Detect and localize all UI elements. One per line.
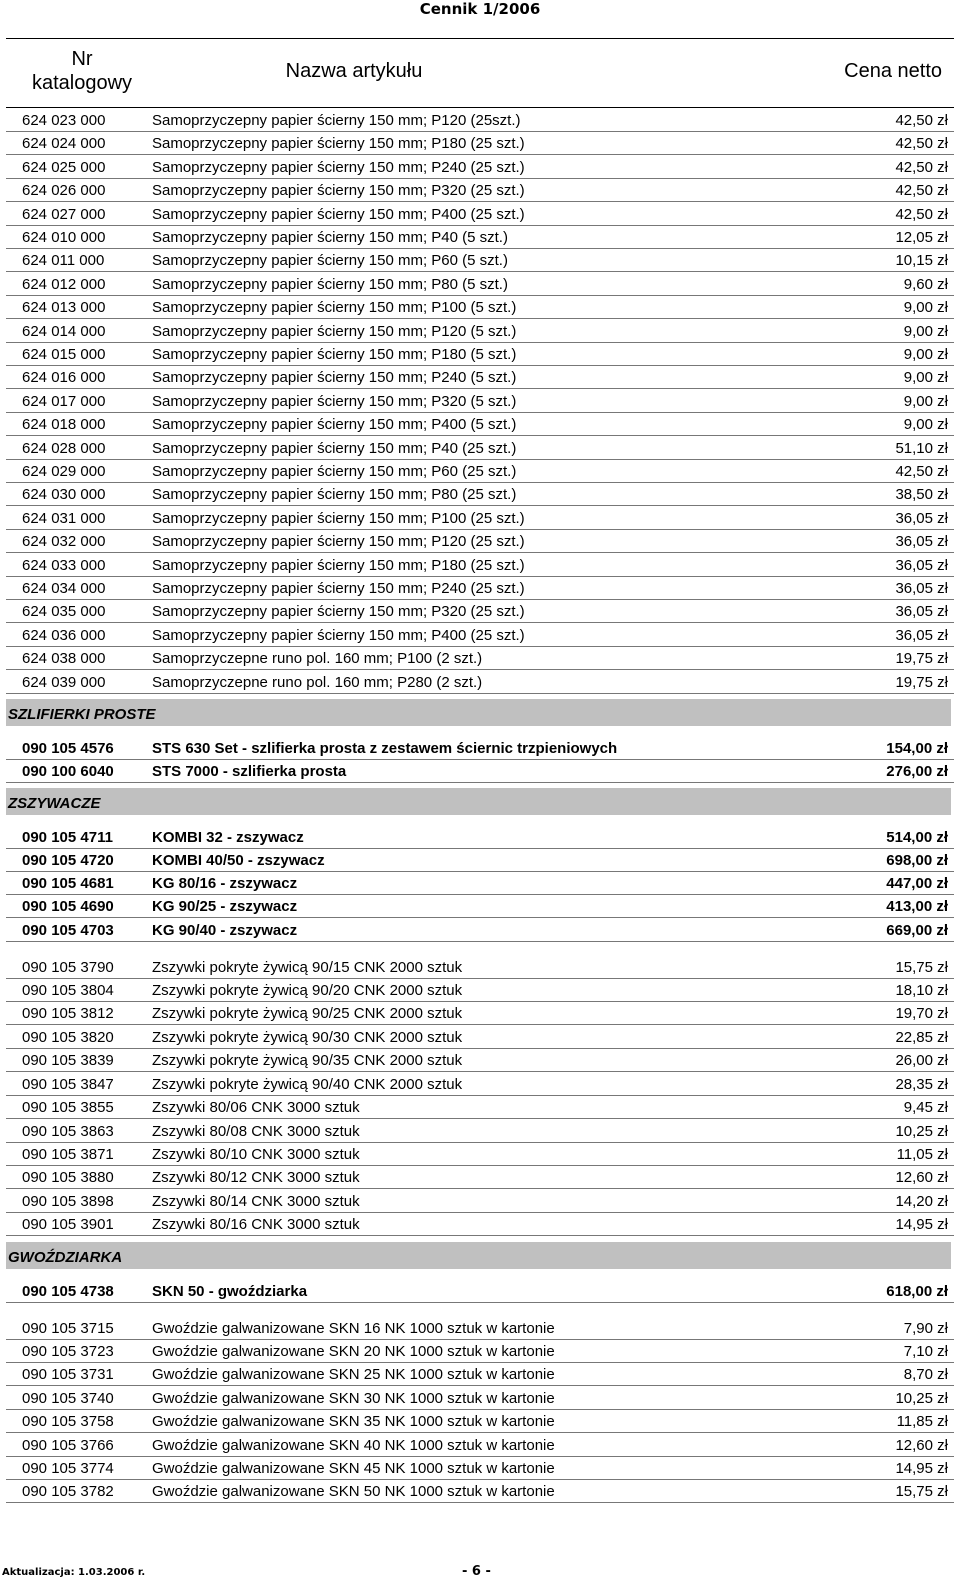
article-name-cell: Zszywki pokryte żywicą 90/35 CNK 2000 sztuk [152, 1052, 463, 1069]
price-cell: 9,00 zł [903, 369, 948, 386]
article-name-cell: Gwoździe galwanizowane SKN 20 NK 1000 sztuk w kartonie [152, 1343, 555, 1360]
catalog-number-cell: 090 105 3758 [22, 1413, 114, 1430]
price-cell: 15,75 zł [895, 959, 948, 976]
price-cell: 9,00 zł [903, 393, 948, 410]
price-cell: 7,10 zł [903, 1343, 948, 1360]
catalog-number-cell: 624 014 000 [22, 323, 106, 340]
article-name-cell: Zszywki 80/08 CNK 3000 sztuk [152, 1123, 360, 1140]
price-cell: 514,00 zł [886, 829, 948, 846]
table-row [6, 980, 954, 1002]
price-cell: 9,60 zł [903, 276, 948, 293]
catalog-number-cell: 090 105 3901 [22, 1216, 114, 1233]
catalog-number-cell: 624 035 000 [22, 603, 106, 620]
article-name-cell: Samoprzyczepny papier ścierny 150 mm; P240 (25 szt.) [152, 159, 525, 176]
column-header-article-name: Nazwa artykułu [285, 60, 423, 82]
table-row [6, 957, 954, 979]
price-cell: 10,25 zł [895, 1123, 948, 1140]
article-name-cell: STS 7000 - szlifierka prosta [152, 763, 347, 780]
catalog-number-cell: 090 105 3812 [22, 1005, 114, 1022]
price-cell: 36,05 zł [895, 580, 948, 597]
price-cell: 36,05 zł [895, 627, 948, 644]
price-cell: 12,60 zł [895, 1169, 948, 1186]
article-name-cell: Zszywki 80/14 CNK 3000 sztuk [152, 1193, 360, 1210]
table-row [6, 1003, 954, 1025]
catalog-number-cell: 624 026 000 [22, 182, 106, 199]
table-row [6, 531, 954, 553]
table-row [6, 133, 954, 155]
article-name-cell: Samoprzyczepny papier ścierny 150 mm; P40 (5 szt.) [152, 229, 508, 246]
price-cell: 14,95 zł [895, 1216, 948, 1233]
article-name-cell: Zszywki 80/10 CNK 3000 sztuk [152, 1146, 360, 1163]
catalog-number-cell: 090 105 3863 [22, 1123, 114, 1140]
article-name-cell: Samoprzyczepny papier ścierny 150 mm; P180 (5 szt.) [152, 346, 517, 363]
price-cell: 9,00 zł [903, 299, 948, 316]
catalog-number-cell: 624 016 000 [22, 369, 106, 386]
price-cell: 36,05 zł [895, 557, 948, 574]
article-name-cell: Samoprzyczepny papier ścierny 150 mm; P180 (25 szt.) [152, 135, 525, 152]
article-name-cell: Gwoździe galwanizowane SKN 50 NK 1000 sztuk w kartonie [152, 1483, 555, 1500]
price-cell: 42,50 zł [895, 112, 948, 129]
catalog-number-cell: 090 105 3774 [22, 1460, 114, 1477]
article-name-cell: Samoprzyczepny papier ścierny 150 mm; P60 (5 szt.) [152, 252, 508, 269]
article-name-cell: Samoprzyczepny papier ścierny 150 mm; P120 (5 szt.) [152, 323, 517, 340]
price-cell: 9,00 zł [903, 416, 948, 433]
catalog-number-cell: 624 010 000 [22, 229, 106, 246]
column-header-net-price: Cena netto [844, 60, 942, 82]
price-cell: 14,95 zł [895, 1460, 948, 1477]
article-name-cell: Samoprzyczepny papier ścierny 150 mm; P240 (25 szt.) [152, 580, 525, 597]
catalog-number-cell: 624 018 000 [22, 416, 106, 433]
table-row [6, 414, 954, 436]
table-row [6, 157, 954, 179]
table-row [6, 1097, 954, 1119]
section-header: GWOŹDZIARKA [6, 1242, 951, 1269]
price-cell: 9,00 zł [903, 323, 948, 340]
price-cell: 26,00 zł [895, 1052, 948, 1069]
table-row [6, 827, 954, 849]
article-name-cell: Zszywki pokryte żywicą 90/30 CNK 2000 sztuk [152, 1029, 463, 1046]
table-row [6, 321, 954, 343]
catalog-number-cell: 624 031 000 [22, 510, 106, 527]
price-cell: 698,00 zł [886, 852, 948, 869]
article-name-cell: KOMBI 40/50 - zszywacz [152, 852, 325, 869]
article-name-cell: Samoprzyczepny papier ścierny 150 mm; P400 (25 szt.) [152, 627, 525, 644]
table-row [6, 1458, 954, 1480]
article-name-cell: Samoprzyczepny papier ścierny 150 mm; P320 (5 szt.) [152, 393, 517, 410]
price-cell: 42,50 zł [895, 182, 948, 199]
price-cell: 9,00 zł [903, 346, 948, 363]
table-row [6, 391, 954, 413]
article-name-cell: Zszywki 80/06 CNK 3000 sztuk [152, 1099, 360, 1116]
article-name-cell: Gwoździe galwanizowane SKN 16 NK 1000 sztuk w kartonie [152, 1320, 555, 1337]
article-name-cell: Samoprzyczepne runo pol. 160 mm; P100 (2 szt.) [152, 650, 483, 667]
table-row [6, 578, 954, 600]
price-cell: 11,85 zł [896, 1413, 948, 1430]
footer-update-date: Aktualizacja: 1.03.2006 r. [2, 1567, 146, 1578]
catalog-number-cell: 624 029 000 [22, 463, 106, 480]
price-cell: 42,50 zł [895, 206, 948, 223]
price-cell: 51,10 zł [895, 440, 948, 457]
table-row [6, 555, 954, 577]
article-name-cell: Gwoździe galwanizowane SKN 35 NK 1000 sztuk w kartonie [152, 1413, 555, 1430]
catalog-number-cell: 624 028 000 [22, 440, 106, 457]
article-name-cell: KG 90/25 - zszywacz [152, 898, 298, 915]
price-cell: 22,85 zł [895, 1029, 948, 1046]
price-cell: 19,70 zł [895, 1005, 948, 1022]
catalog-number-cell: 090 105 3782 [22, 1483, 114, 1500]
article-name-cell: Samoprzyczepny papier ścierny 150 mm; P100 (5 szt.) [152, 299, 517, 316]
price-cell: 10,25 zł [895, 1390, 948, 1407]
article-name-cell: Samoprzyczepny papier ścierny 150 mm; P40 (25 szt.) [152, 440, 517, 457]
table-row [6, 344, 954, 366]
table-row [6, 648, 954, 670]
catalog-number-cell: 090 105 3871 [22, 1146, 114, 1163]
price-cell: 154,00 zł [886, 740, 948, 757]
price-cell: 19,75 zł [895, 674, 948, 691]
price-cell: 12,05 zł [895, 229, 948, 246]
catalog-number-cell: 624 013 000 [22, 299, 106, 316]
table-row [6, 1281, 954, 1303]
catalog-number-cell: 090 105 3740 [22, 1390, 114, 1407]
table-row [6, 1027, 954, 1049]
article-name-cell: Samoprzyczepny papier ścierny 150 mm; P240 (5 szt.) [152, 369, 517, 386]
table-row [6, 297, 954, 319]
catalog-number-cell: 090 105 3804 [22, 982, 114, 999]
catalog-number-cell: 090 105 3731 [22, 1366, 114, 1383]
article-name-cell: Samoprzyczepny papier ścierny 150 mm; P320 (25 szt.) [152, 182, 525, 199]
price-cell: 42,50 zł [895, 159, 948, 176]
column-header-nr-line2: katalogowy [31, 72, 133, 94]
catalog-number-cell: 090 105 3898 [22, 1193, 114, 1210]
article-name-cell: Zszywki 80/16 CNK 3000 sztuk [152, 1216, 360, 1233]
article-name-cell: Zszywki pokryte żywicą 90/15 CNK 2000 sztuk [152, 959, 463, 976]
table-row [6, 761, 954, 783]
price-cell: 10,15 zł [895, 252, 948, 269]
table-row [6, 1341, 954, 1363]
catalog-number-cell: 090 105 3880 [22, 1169, 114, 1186]
catalog-number-cell: 090 105 4681 [22, 875, 114, 892]
table-row [6, 250, 954, 272]
price-cell: 7,90 zł [903, 1320, 948, 1337]
catalog-number-cell: 624 012 000 [22, 276, 106, 293]
table-row [6, 738, 954, 760]
price-cell: 11,05 zł [896, 1146, 948, 1163]
table-row [6, 1167, 954, 1189]
table-row [6, 1481, 954, 1503]
page-title: Cennik 1/2006 [419, 0, 541, 18]
table-row [6, 672, 954, 694]
price-cell: 36,05 zł [895, 603, 948, 620]
table-row [6, 227, 954, 249]
table-row [6, 1191, 954, 1213]
catalog-number-cell: 090 105 3820 [22, 1029, 114, 1046]
catalog-number-cell: 090 105 3790 [22, 959, 114, 976]
article-name-cell: KOMBI 32 - zszywacz [152, 829, 304, 846]
price-cell: 618,00 zł [886, 1283, 948, 1300]
section-header: ZSZYWACZE [6, 788, 951, 815]
column-header-catalog-number [12, 47, 152, 95]
table-row [6, 1364, 954, 1386]
article-name-cell: Zszywki pokryte żywicą 90/25 CNK 2000 sztuk [152, 1005, 463, 1022]
table-row [6, 508, 954, 530]
table-row [6, 110, 954, 132]
price-cell: 9,45 zł [903, 1099, 948, 1116]
price-cell: 276,00 zł [886, 763, 948, 780]
price-cell: 447,00 zł [886, 875, 948, 892]
table-row [6, 1318, 954, 1340]
catalog-number-cell: 090 105 3839 [22, 1052, 114, 1069]
article-name-cell: Gwoździe galwanizowane SKN 30 NK 1000 sztuk w kartonie [152, 1390, 555, 1407]
article-name-cell: Samoprzyczepny papier ścierny 150 mm; P400 (5 szt.) [152, 416, 517, 433]
page-number: - 6 - [462, 1564, 491, 1579]
article-name-cell: Samoprzyczepny papier ścierny 150 mm; P80 (5 szt.) [152, 276, 508, 293]
table-row [6, 601, 954, 623]
article-name-cell: Zszywki pokryte żywicą 90/40 CNK 2000 sztuk [152, 1076, 463, 1093]
catalog-number-cell: 624 027 000 [22, 206, 106, 223]
table-row [6, 274, 954, 296]
catalog-number-cell: 090 105 3766 [22, 1437, 114, 1454]
catalog-number-cell: 090 105 4576 [22, 740, 114, 757]
article-name-cell: Samoprzyczepny papier ścierny 150 mm; P320 (25 szt.) [152, 603, 525, 620]
price-cell: 19,75 zł [895, 650, 948, 667]
catalog-number-cell: 624 034 000 [22, 580, 106, 597]
catalog-number-cell: 624 023 000 [22, 112, 106, 129]
catalog-number-cell: 624 036 000 [22, 627, 106, 644]
article-name-cell: KG 80/16 - zszywacz [152, 875, 298, 892]
table-row [6, 873, 954, 895]
catalog-number-cell: 624 039 000 [22, 674, 106, 691]
table-row [6, 1074, 954, 1096]
table-row [6, 1435, 954, 1457]
article-name-cell: Samoprzyczepny papier ścierny 150 mm; P400 (25 szt.) [152, 206, 525, 223]
table-row [6, 850, 954, 872]
catalog-number-cell: 090 105 4720 [22, 852, 114, 869]
article-name-cell: Samoprzyczepny papier ścierny 150 mm; P120 (25szt.) [152, 112, 521, 129]
catalog-number-cell: 090 100 6040 [22, 763, 114, 780]
price-cell: 36,05 zł [895, 510, 948, 527]
table-row [6, 1050, 954, 1072]
table-row [6, 367, 954, 389]
column-header-nr-line1: Nr [71, 48, 93, 70]
article-name-cell: KG 90/40 - zszywacz [152, 922, 298, 939]
price-cell: 669,00 zł [886, 922, 948, 939]
section-header: SZLIFIERKI PROSTE [6, 699, 951, 726]
price-cell: 413,00 zł [886, 898, 948, 915]
catalog-number-cell: 624 033 000 [22, 557, 106, 574]
catalog-number-cell: 090 105 4711 [22, 829, 113, 846]
price-cell: 36,05 zł [895, 533, 948, 550]
catalog-number-cell: 624 017 000 [22, 393, 106, 410]
table-row [6, 180, 954, 202]
table-header [6, 38, 954, 108]
catalog-number-cell: 090 105 3715 [22, 1320, 114, 1337]
article-name-cell: Samoprzyczepny papier ścierny 150 mm; P180 (25 szt.) [152, 557, 525, 574]
catalog-number-cell: 090 105 3847 [22, 1076, 114, 1093]
price-cell: 8,70 zł [903, 1366, 948, 1383]
table-row [6, 1121, 954, 1143]
table-row [6, 484, 954, 506]
catalog-number-cell: 624 025 000 [22, 159, 106, 176]
article-name-cell: Zszywki pokryte żywicą 90/20 CNK 2000 sztuk [152, 982, 463, 999]
table-row [6, 1214, 954, 1236]
price-cell: 18,10 zł [895, 982, 948, 999]
table-row [6, 461, 954, 483]
catalog-number-cell: 090 105 3855 [22, 1099, 114, 1116]
table-row [6, 1144, 954, 1166]
price-cell: 42,50 zł [895, 463, 948, 480]
article-name-cell: SKN 50 - gwoździarka [152, 1283, 308, 1300]
article-name-cell: Zszywki 80/12 CNK 3000 sztuk [152, 1169, 360, 1186]
catalog-number-cell: 090 105 4690 [22, 898, 114, 915]
article-name-cell: Gwoździe galwanizowane SKN 25 NK 1000 sztuk w kartonie [152, 1366, 555, 1383]
catalog-number-cell: 624 032 000 [22, 533, 106, 550]
article-name-cell: Gwoździe galwanizowane SKN 45 NK 1000 sztuk w kartonie [152, 1460, 555, 1477]
table-row [6, 204, 954, 226]
catalog-number-cell: 624 038 000 [22, 650, 106, 667]
article-name-cell: STS 630 Set - szlifierka prosta z zestawem ściernic trzpieniowych [152, 740, 618, 757]
price-cell: 14,20 zł [895, 1193, 948, 1210]
catalog-number-cell: 090 105 4703 [22, 922, 114, 939]
catalog-number-cell: 624 030 000 [22, 486, 106, 503]
table-row [6, 625, 954, 647]
article-name-cell: Samoprzyczepny papier ścierny 150 mm; P60 (25 szt.) [152, 463, 517, 480]
catalog-number-cell: 090 105 3723 [22, 1343, 114, 1360]
article-name-cell: Samoprzyczepny papier ścierny 150 mm; P80 (25 szt.) [152, 486, 517, 503]
article-name-cell: Samoprzyczepne runo pol. 160 mm; P280 (2 szt.) [152, 674, 483, 691]
table-row [6, 438, 954, 460]
price-cell: 15,75 zł [895, 1483, 948, 1500]
article-name-cell: Samoprzyczepny papier ścierny 150 mm; P120 (25 szt.) [152, 533, 525, 550]
catalog-number-cell: 624 015 000 [22, 346, 106, 363]
table-row [6, 920, 954, 942]
article-name-cell: Gwoździe galwanizowane SKN 40 NK 1000 sztuk w kartonie [152, 1437, 555, 1454]
price-cell: 38,50 zł [895, 486, 948, 503]
article-name-cell: Samoprzyczepny papier ścierny 150 mm; P100 (25 szt.) [152, 510, 525, 527]
price-cell: 28,35 zł [895, 1076, 948, 1093]
table-row [6, 1388, 954, 1410]
catalog-number-cell: 624 024 000 [22, 135, 106, 152]
table-row [6, 896, 954, 918]
catalog-number-cell: 624 011 000 [22, 252, 105, 269]
price-cell: 12,60 zł [895, 1437, 948, 1454]
table-row [6, 1411, 954, 1433]
price-cell: 42,50 zł [895, 135, 948, 152]
catalog-number-cell: 090 105 4738 [22, 1283, 114, 1300]
